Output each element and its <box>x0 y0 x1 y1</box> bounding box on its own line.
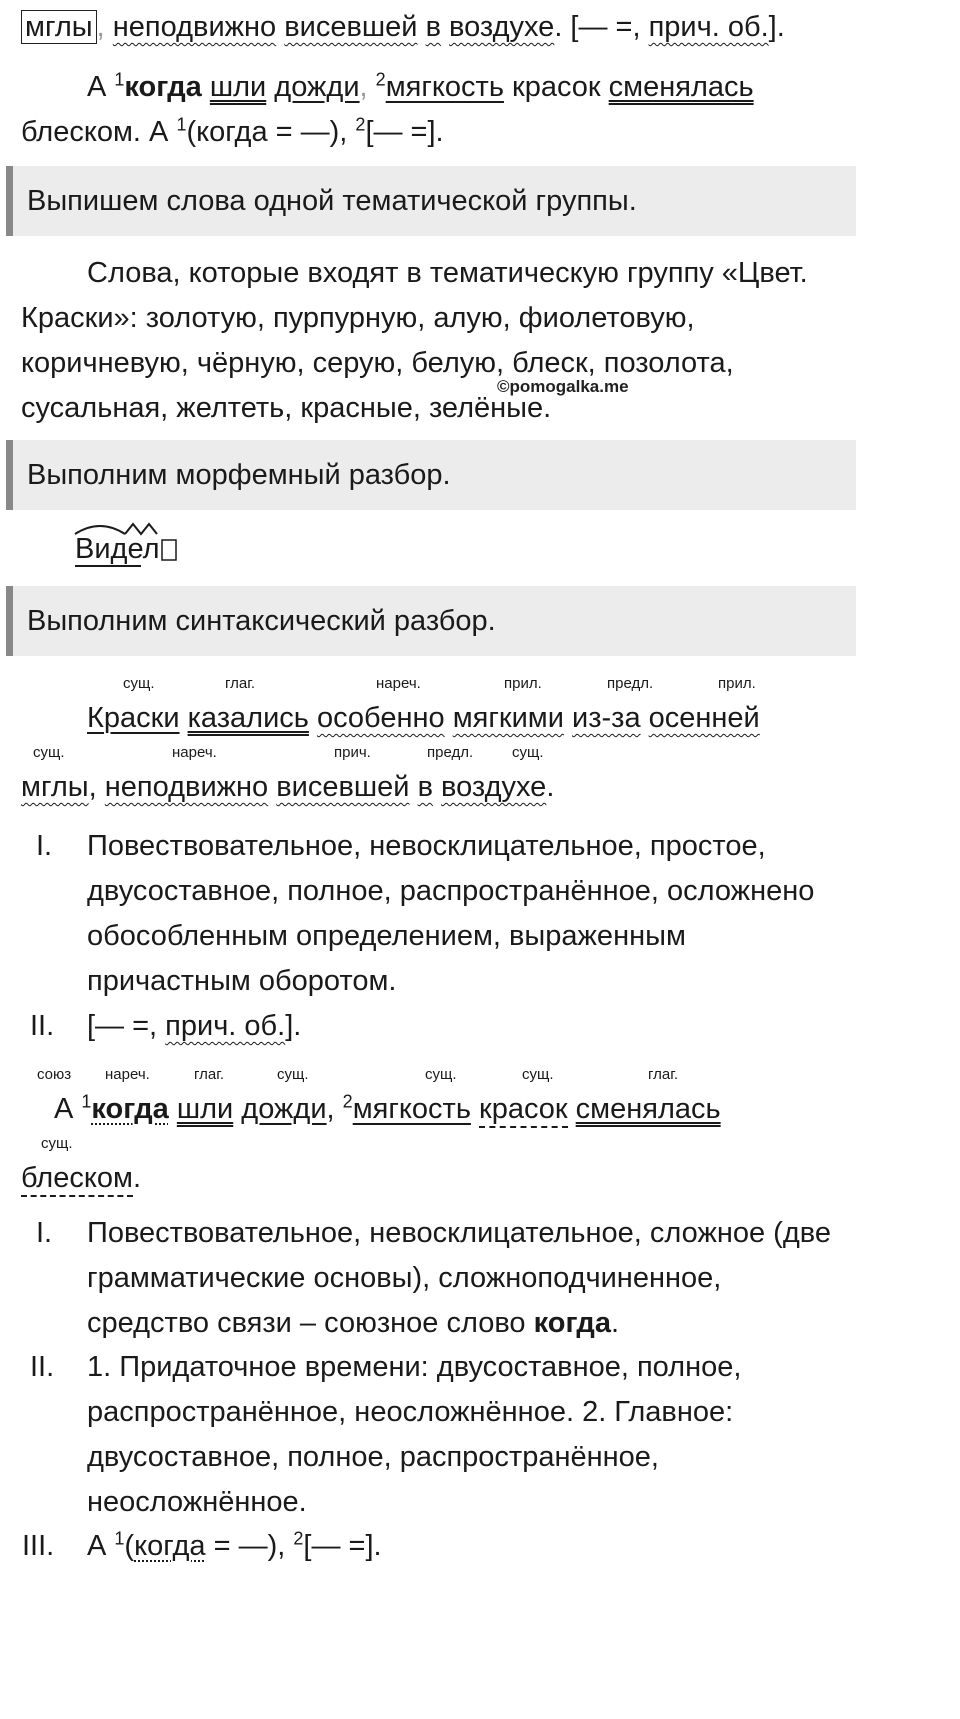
top-line-2 <box>87 70 754 104</box>
pos-label: глаг. <box>648 1066 679 1083</box>
s2-item1-line: грамматические основы), сложноподчиненное, <box>87 1262 722 1294</box>
comma: , <box>359 71 368 103</box>
period: . <box>132 1162 141 1194</box>
scheme-1: (когда = —), <box>186 116 356 148</box>
word-myagkost: мягкость <box>352 1093 471 1125</box>
thematic-line-2: Краски»: золотую, пурпурную, алую, фиолетовую, <box>21 302 695 334</box>
section-title: Выполним морфемный разбор. <box>27 459 451 491</box>
pos-label: глаг. <box>194 1066 225 1083</box>
section-syntax-header <box>6 586 856 656</box>
pos-label: сущ. <box>425 1066 457 1083</box>
pos-label: прил. <box>718 675 756 692</box>
sup-1: 1 <box>114 69 125 90</box>
morph-suffix: е <box>127 533 143 565</box>
pos-label: сущ. <box>41 1135 73 1152</box>
sup-1: 1 <box>176 114 187 135</box>
thematic-line-3: коричневую, чёрную, серую, белую, блеск, позолота, <box>21 347 734 379</box>
word-nepodvizhno: неподвижно <box>104 771 269 803</box>
word-iz-za: из-за <box>572 702 641 734</box>
word-krasok: красок <box>512 71 601 103</box>
word-visevshey: висевшей <box>284 11 418 43</box>
morph-rest: л <box>142 533 160 565</box>
word-krasok: красок <box>479 1093 568 1128</box>
scheme-mid: = —), <box>205 1530 294 1562</box>
roman-numeral: II. <box>30 1010 55 1042</box>
s2-line-2 <box>21 1161 141 1195</box>
top-line-1 <box>21 10 785 44</box>
sup-1: 1 <box>114 1528 125 1549</box>
roman-numeral: I. <box>36 830 53 862</box>
section-title: Выпишем слова одной тематической группы. <box>27 185 637 217</box>
sup-2: 2 <box>355 114 366 135</box>
thematic-line-1: Слова, которые входят в тематическую группу «Цвет. <box>87 257 808 289</box>
sup-2: 2 <box>342 1091 353 1112</box>
sup-2: 2 <box>375 69 386 90</box>
morph-word <box>75 532 160 566</box>
comma: , <box>88 771 97 803</box>
top-line-3 <box>21 115 444 149</box>
word-myagkost: мягкость <box>385 71 504 103</box>
pos-label: сущ. <box>512 744 544 761</box>
scheme-start: . [— =, <box>554 11 649 43</box>
word-dozhdi: дожди <box>274 71 360 103</box>
word-a: А <box>87 1530 115 1562</box>
prich-ob: прич. об. <box>165 1010 286 1042</box>
s2-item1-line <box>87 1306 619 1340</box>
s1-line-2 <box>21 770 554 804</box>
word-osenney: осенней <box>648 702 760 734</box>
thematic-line-4: сусальная, желтеть, красные, зелёные. <box>21 392 552 424</box>
section-thematic-header <box>6 166 856 236</box>
pos-label: сущ. <box>33 744 65 761</box>
word-osobenno: особенно <box>316 702 445 734</box>
s1-item1-line: обособленным определением, выраженным <box>87 920 686 952</box>
prich-ob: прич. об. <box>648 11 769 43</box>
word-mgly: мглы <box>21 10 97 44</box>
word-mgly: мглы <box>21 771 89 803</box>
s2-line-1 <box>54 1092 721 1126</box>
word-nepodvizhno: неподвижно <box>112 11 277 43</box>
word-a: А <box>87 71 115 103</box>
word-shli: шли <box>209 71 267 103</box>
pos-label: нареч. <box>376 675 421 692</box>
pos-label: сущ. <box>277 1066 309 1083</box>
s1-item1-line: двусоставное, полное, распространённое, осложнено <box>87 875 815 907</box>
s2-item2-line: двусоставное, полное, распространённое, <box>87 1441 659 1473</box>
s2-item2-line: распространённое, неосложнённое. 2. Главное: <box>87 1396 734 1428</box>
section-title: Выполним синтаксический разбор. <box>27 605 496 637</box>
sup-2: 2 <box>293 1528 304 1549</box>
s1-item1-line: Повествовательное, невосклицательное, простое, <box>87 830 766 862</box>
word-kogda: когда <box>134 1530 206 1562</box>
pos-label: сущ. <box>522 1066 554 1083</box>
text: блеском. А <box>21 116 177 148</box>
s2-item2-line: 1. Придаточное времени: двусоставное, полное, <box>87 1351 742 1383</box>
watermark: ©pomogalka.me <box>497 377 629 396</box>
word-smenyalas: сменялась <box>575 1093 721 1125</box>
period: . <box>610 1307 620 1339</box>
word-vozduhe: воздухе <box>449 11 555 43</box>
pos-label: нареч. <box>172 744 217 761</box>
s1-item1-line: причастным оборотом. <box>87 965 397 997</box>
scheme-end: ]. <box>768 11 785 43</box>
roman-numeral: I. <box>36 1217 53 1249</box>
s2-item2-line: неосложнённое. <box>87 1486 307 1518</box>
word-kogda: когда <box>124 71 202 103</box>
word-v: в <box>425 11 441 43</box>
word-kogda: когда <box>533 1307 611 1339</box>
word-myagkimi: мягкими <box>452 702 564 734</box>
morpheme-analysis <box>73 518 193 574</box>
scheme-end: ]. <box>285 1010 302 1042</box>
pos-label: предл. <box>427 744 474 761</box>
word-dozhdi: дожди <box>241 1093 327 1125</box>
comma: , <box>326 1093 343 1125</box>
scheme-2: [— =]. <box>365 116 444 148</box>
period: . <box>546 771 555 803</box>
pos-label: нареч. <box>105 1066 150 1083</box>
word-visevshey: висевшей <box>276 771 410 803</box>
pos-label: прил. <box>504 675 542 692</box>
word-smenyalas: сменялась <box>608 71 754 103</box>
word-bleskom: блеском <box>21 1162 133 1197</box>
word-shli: шли <box>176 1093 234 1125</box>
roman-numeral: II. <box>30 1351 55 1383</box>
scheme-end: [— =]. <box>303 1530 382 1562</box>
comma: , <box>96 11 105 43</box>
paren: ( <box>124 1530 135 1562</box>
pos-label: сущ. <box>123 675 155 692</box>
s2-item1-line: Повествовательное, невосклицательное, сложное (две <box>87 1217 831 1249</box>
word-kogda: когда <box>91 1093 169 1125</box>
word-kraski: Краски <box>87 702 180 734</box>
s1-item2-line <box>87 1009 301 1043</box>
word-kazalis: казались <box>187 702 309 734</box>
word-a: А <box>54 1093 82 1125</box>
pos-label: прич. <box>334 744 371 761</box>
pos-label: союз <box>37 1066 72 1083</box>
word-vozduhe: воздухе <box>441 771 547 803</box>
section-morphemic-header <box>6 440 856 510</box>
scheme-start: [— =, <box>87 1010 166 1042</box>
morph-root: Вид <box>75 533 128 565</box>
roman-numeral: III. <box>22 1530 55 1562</box>
s2-item3-line <box>87 1529 382 1563</box>
text: средство связи – союзное слово <box>87 1307 534 1339</box>
pos-label: глаг. <box>225 675 256 692</box>
s1-line-1 <box>87 701 760 735</box>
sup-1: 1 <box>81 1091 92 1112</box>
word-v: в <box>417 771 433 803</box>
pos-label: предл. <box>607 675 654 692</box>
